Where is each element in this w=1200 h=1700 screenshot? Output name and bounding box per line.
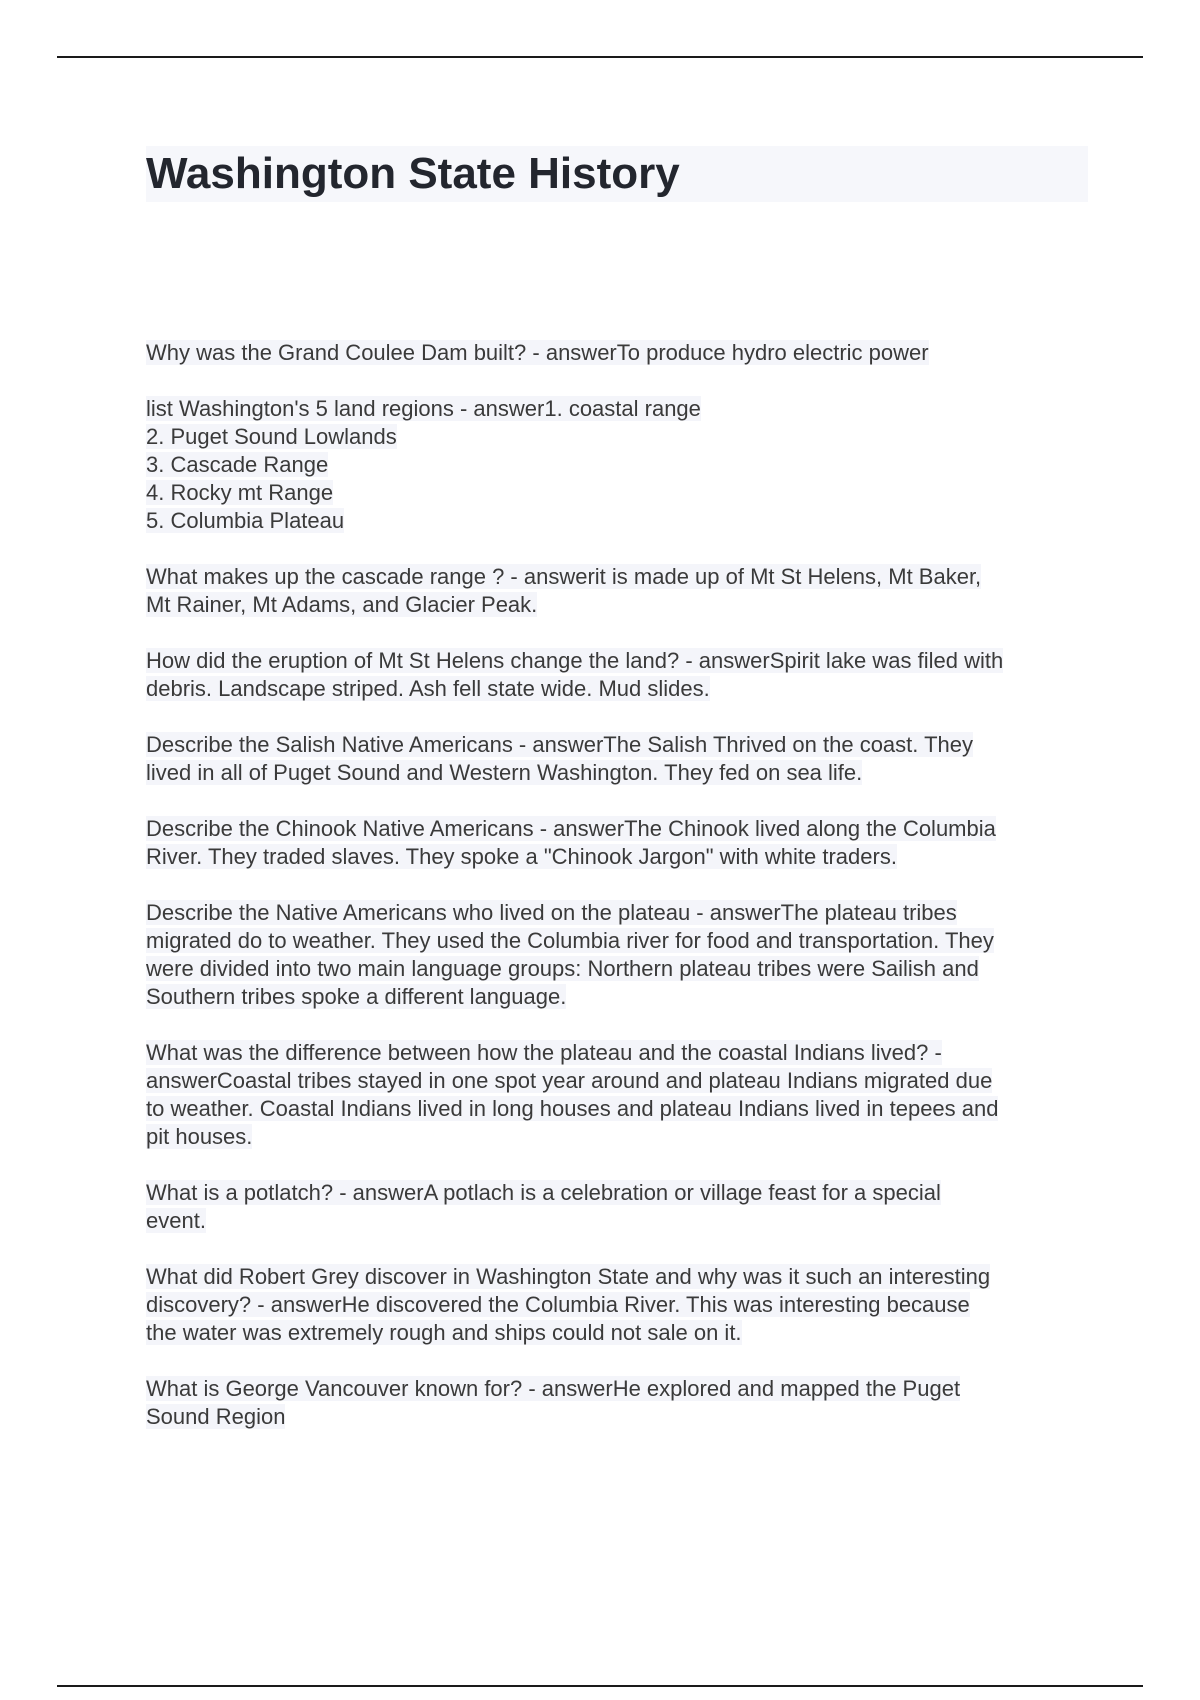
- qa-text-line: [146, 1263, 1096, 1291]
- qa-text-line: [146, 1039, 1096, 1067]
- qa-text: Mt Rainer, Mt Adams, and Glacier Peak.: [146, 592, 538, 617]
- qa-text-line: [146, 955, 1096, 983]
- qa-text: How did the eruption of Mt St Helens change the land? - answerSpirit lake was filed with: [146, 648, 1004, 673]
- qa-text: event.: [146, 1208, 206, 1233]
- qa-text: were divided into two main language groups: Northern plateau tribes were Sailish and: [146, 956, 979, 981]
- qa-text-line: [146, 1375, 1096, 1403]
- qa-text: to weather. Coastal Indians lived in long houses and plateau Indians lived in tepees and: [146, 1096, 999, 1121]
- qa-text: 5. Columbia Plateau: [146, 508, 345, 533]
- qa-text: pit houses.: [146, 1124, 253, 1149]
- qa-text: lived in all of Puget Sound and Western Washington. They fed on sea life.: [146, 760, 863, 785]
- qa-entry: [146, 731, 1096, 787]
- qa-text: debris. Landscape striped. Ash fell state wide. Mud slides.: [146, 676, 710, 701]
- qa-text-line: [146, 647, 1096, 675]
- qa-text: the water was extremely rough and ships could not sale on it.: [146, 1320, 742, 1345]
- qa-text-line: [146, 731, 1096, 759]
- qa-text: Sound Region: [146, 1404, 286, 1429]
- qa-text: Why was the Grand Coulee Dam built? - answerTo produce hydro electric power: [146, 340, 929, 365]
- qa-text-line: [146, 451, 1096, 479]
- qa-text-line: [146, 899, 1096, 927]
- qa-text-line: [146, 843, 1096, 871]
- qa-text-line: [146, 423, 1096, 451]
- qa-text-line: [146, 339, 1096, 367]
- qa-text-line: [146, 1403, 1096, 1431]
- qa-text: Describe the Native Americans who lived on the plateau - answerThe plateau tribes: [146, 900, 957, 925]
- qa-text: Describe the Chinook Native Americans - answerThe Chinook lived along the Columbia: [146, 816, 996, 841]
- bottom-rule: [57, 1685, 1143, 1687]
- qa-text: discovery? - answerHe discovered the Columbia River. This was interesting because: [146, 1292, 970, 1317]
- qa-text: What is a potlatch? - answerA potlach is a celebration or village feast for a special: [146, 1180, 941, 1205]
- qa-text: What is George Vancouver known for? - answerHe explored and mapped the Puget: [146, 1376, 961, 1401]
- qa-entry: [146, 1263, 1096, 1347]
- qa-text: 4. Rocky mt Range: [146, 480, 334, 505]
- qa-text: migrated do to weather. They used the Columbia river for food and transportation. They: [146, 928, 994, 953]
- qa-text-line: [146, 591, 1096, 619]
- qa-text-line: [146, 1319, 1096, 1347]
- top-rule: [57, 56, 1143, 58]
- qa-text-line: [146, 1123, 1096, 1151]
- qa-entry: [146, 1039, 1096, 1151]
- qa-text-line: [146, 1291, 1096, 1319]
- qa-entry: [146, 815, 1096, 871]
- qa-text-line: [146, 1179, 1096, 1207]
- title-block: [146, 146, 1088, 202]
- qa-text-line: [146, 759, 1096, 787]
- qa-text-line: [146, 1095, 1096, 1123]
- qa-entry: [146, 1179, 1096, 1235]
- qa-text: What was the difference between how the plateau and the coastal Indians lived? -: [146, 1040, 942, 1065]
- qa-entry: [146, 395, 1096, 535]
- qa-text-line: [146, 1207, 1096, 1235]
- qa-text: River. They traded slaves. They spoke a "Chinook Jargon" with white traders.: [146, 844, 897, 869]
- qa-text: answerCoastal tribes stayed in one spot year around and plateau Indians migrated due: [146, 1068, 993, 1093]
- qa-text: 2. Puget Sound Lowlands: [146, 424, 397, 449]
- qa-text-line: [146, 983, 1096, 1011]
- qa-text-line: [146, 927, 1096, 955]
- qa-text: list Washington's 5 land regions - answer1. coastal range: [146, 396, 701, 421]
- document-title: Washington State History: [146, 149, 680, 198]
- qa-entry: [146, 647, 1096, 703]
- qa-text-line: [146, 507, 1096, 535]
- qa-text: 3. Cascade Range: [146, 452, 329, 477]
- qa-entry: [146, 563, 1096, 619]
- qa-text: Southern tribes spoke a different language.: [146, 984, 567, 1009]
- qa-entry: [146, 899, 1096, 1011]
- qa-entry: [146, 1375, 1096, 1431]
- qa-entry: [146, 339, 1096, 367]
- qa-text-line: [146, 675, 1096, 703]
- qa-text-line: [146, 479, 1096, 507]
- qa-text-line: [146, 1067, 1096, 1095]
- qa-text-line: [146, 395, 1096, 423]
- qa-text-line: [146, 815, 1096, 843]
- qa-list: [146, 339, 1096, 1459]
- qa-text-line: [146, 563, 1096, 591]
- qa-text: What did Robert Grey discover in Washington State and why was it such an interesting: [146, 1264, 991, 1289]
- qa-text: Describe the Salish Native Americans - answerThe Salish Thrived on the coast. They: [146, 732, 974, 757]
- qa-text: What makes up the cascade range ? - answerit is made up of Mt St Helens, Mt Baker,: [146, 564, 982, 589]
